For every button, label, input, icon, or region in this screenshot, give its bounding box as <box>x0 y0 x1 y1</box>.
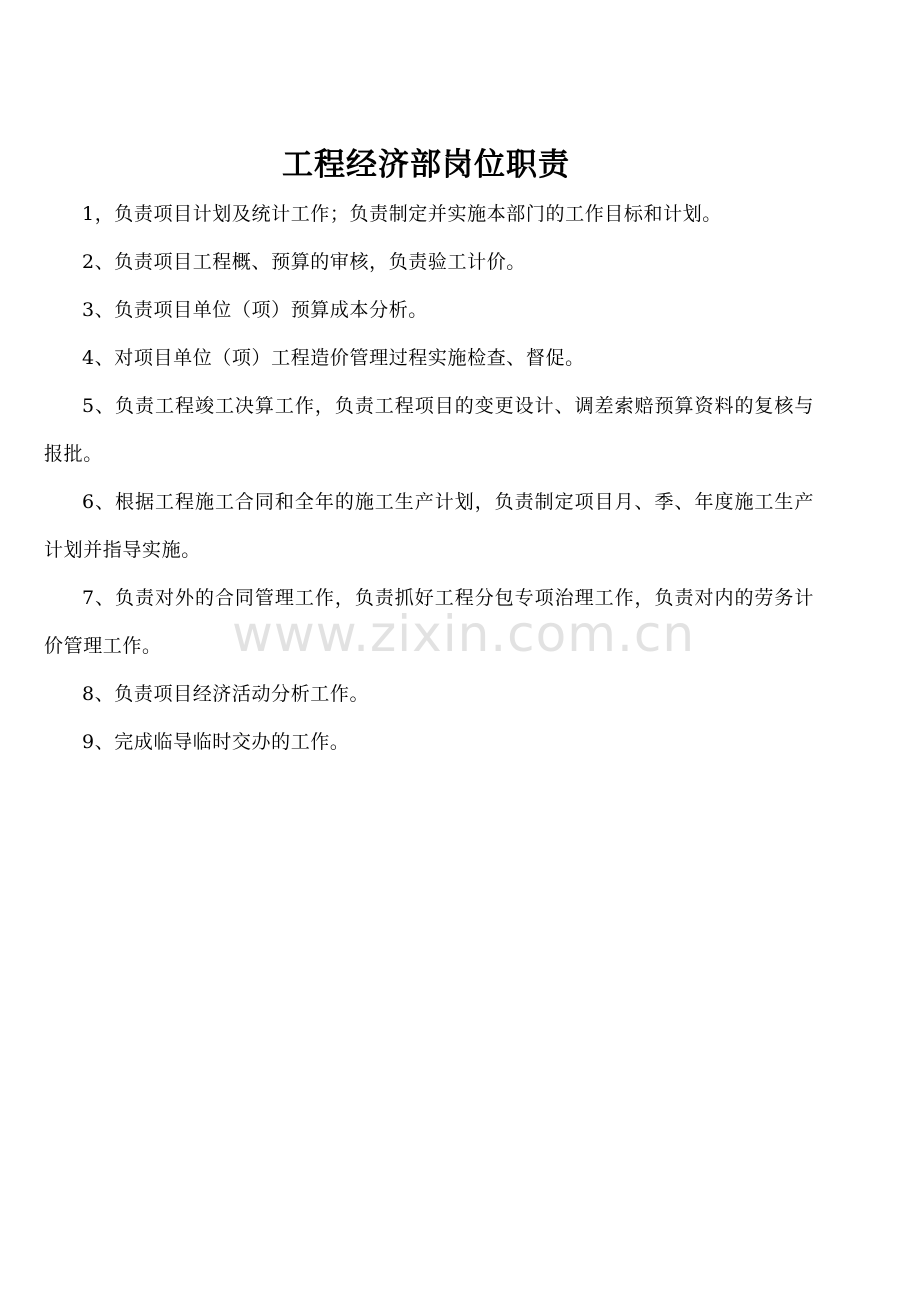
duty-item-6: 6、根据工程施工合同和全年的施工生产计划，负责制定项目月、季、年度施工生产计划并指导实施。 <box>44 491 814 561</box>
document-body <box>44 190 814 766</box>
duty-item-2: 2、负责项目工程概、预算的审核，负责验工计价。 <box>82 251 526 273</box>
duty-item-8: 8、负责项目经济活动分析工作。 <box>82 683 370 705</box>
duty-item-1: 1，负责项目计划及统计工作；负责制定并实施本部门的工作目标和计划。 <box>82 203 722 225</box>
duty-item-4: 4、对项目单位（项）工程造价管理过程实施检查、督促。 <box>82 347 585 369</box>
duty-item-9: 9、完成临导临时交办的工作。 <box>82 731 350 753</box>
document-title: 工程经济部岗位职责 <box>282 147 570 183</box>
duty-item-3: 3、负责项目单位（项）预算成本分析。 <box>82 299 428 321</box>
duty-item-5: 5、负责工程竣工决算工作，负责工程项目的变更设计、调差索赔预算资料的复核与报批。 <box>44 395 814 465</box>
duty-item-7: 7、负责对外的合同管理工作，负责抓好工程分包专项治理工作，负责对内的劳务计价管理工作。 <box>44 587 814 657</box>
watermark-text: www.zixin.com.cn <box>232 605 696 663</box>
